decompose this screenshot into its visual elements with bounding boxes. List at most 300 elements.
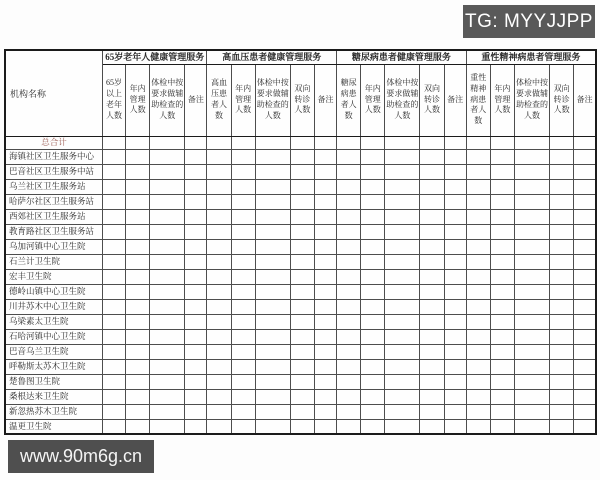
data-cell: [466, 329, 490, 344]
data-cell: [466, 239, 490, 254]
column-header: 体检中按要求做辅助检查的人数: [255, 64, 290, 136]
data-cell: [361, 344, 385, 359]
data-cell: [231, 224, 255, 239]
data-cell: [420, 389, 444, 404]
data-cell: [361, 389, 385, 404]
column-header: 年内管理人数: [361, 64, 385, 136]
data-cell: [207, 254, 231, 269]
data-cell: [231, 389, 255, 404]
data-cell: [466, 404, 490, 419]
data-cell: [574, 209, 596, 224]
column-header: 双向转诊人数: [420, 64, 444, 136]
data-cell: [490, 329, 514, 344]
data-cell: [514, 314, 549, 329]
data-cell: [207, 164, 231, 179]
data-cell: [420, 299, 444, 314]
row-label: 德岭山镇中心卫生院: [5, 284, 102, 299]
column-header: 重性精神病患者人数: [466, 64, 490, 136]
table-row: [5, 209, 596, 224]
data-cell: [290, 179, 314, 194]
data-cell: [231, 329, 255, 344]
data-cell: [150, 299, 185, 314]
data-cell: [126, 404, 150, 419]
table-row: [5, 149, 596, 164]
data-cell: [337, 149, 361, 164]
data-cell: [102, 179, 125, 194]
data-cell: [314, 299, 336, 314]
data-cell: [255, 209, 290, 224]
data-cell: [466, 374, 490, 389]
data-cell: [574, 136, 596, 149]
data-cell: [290, 209, 314, 224]
data-cell: [490, 419, 514, 434]
data-cell: [444, 329, 466, 344]
data-cell: [550, 329, 574, 344]
data-cell: [207, 269, 231, 284]
column-header: 高血压患者人数: [207, 64, 231, 136]
data-cell: [514, 209, 549, 224]
data-cell: [466, 224, 490, 239]
data-cell: [444, 374, 466, 389]
data-cell: [361, 136, 385, 149]
data-cell: [207, 239, 231, 254]
data-cell: [255, 149, 290, 164]
data-cell: [550, 194, 574, 209]
data-cell: [420, 149, 444, 164]
row-label: 川井苏木中心卫生院: [5, 299, 102, 314]
row-label: 总合计: [5, 136, 102, 149]
data-cell: [185, 359, 207, 374]
data-cell: [231, 344, 255, 359]
data-cell: [490, 224, 514, 239]
data-cell: [207, 284, 231, 299]
data-cell: [255, 284, 290, 299]
row-label: 西郊社区卫生服务站: [5, 209, 102, 224]
data-cell: [490, 194, 514, 209]
data-cell: [514, 136, 549, 149]
data-cell: [314, 224, 336, 239]
data-cell: [466, 299, 490, 314]
data-cell: [385, 359, 420, 374]
data-cell: [290, 269, 314, 284]
group-header-1: 65岁老年人健康管理服务: [102, 50, 207, 64]
data-cell: [185, 269, 207, 284]
data-cell: [361, 254, 385, 269]
data-cell: [185, 179, 207, 194]
data-cell: [574, 299, 596, 314]
data-cell: [385, 389, 420, 404]
data-cell: [150, 419, 185, 434]
data-cell: [337, 194, 361, 209]
data-cell: [574, 329, 596, 344]
table-row: [5, 314, 596, 329]
data-cell: [231, 239, 255, 254]
data-cell: [361, 314, 385, 329]
data-cell: [185, 164, 207, 179]
data-cell: [207, 359, 231, 374]
data-cell: [466, 164, 490, 179]
data-cell: [102, 389, 125, 404]
data-cell: [574, 404, 596, 419]
data-cell: [255, 389, 290, 404]
data-cell: [185, 239, 207, 254]
data-cell: [490, 164, 514, 179]
tg-badge: TG: MYYJJPP: [463, 5, 595, 38]
row-label: 桑根达来卫生院: [5, 389, 102, 404]
data-cell: [126, 419, 150, 434]
data-cell: [574, 254, 596, 269]
data-cell: [490, 136, 514, 149]
data-cell: [314, 314, 336, 329]
data-cell: [314, 254, 336, 269]
data-cell: [385, 209, 420, 224]
data-cell: [255, 359, 290, 374]
table-row: [5, 389, 596, 404]
data-cell: [337, 179, 361, 194]
data-cell: [514, 179, 549, 194]
data-cell: [185, 404, 207, 419]
corner-header: 机构名称: [5, 50, 102, 136]
data-cell: [420, 209, 444, 224]
column-header: 年内管理人数: [231, 64, 255, 136]
data-cell: [290, 284, 314, 299]
data-cell: [550, 419, 574, 434]
data-cell: [290, 299, 314, 314]
data-cell: [514, 299, 549, 314]
data-cell: [574, 239, 596, 254]
data-cell: [574, 224, 596, 239]
data-cell: [550, 164, 574, 179]
data-cell: [337, 404, 361, 419]
data-cell: [420, 404, 444, 419]
data-cell: [420, 179, 444, 194]
data-cell: [361, 419, 385, 434]
data-cell: [361, 329, 385, 344]
data-cell: [514, 374, 549, 389]
data-cell: [361, 284, 385, 299]
data-cell: [231, 419, 255, 434]
data-cell: [207, 136, 231, 149]
data-cell: [385, 239, 420, 254]
data-cell: [490, 389, 514, 404]
data-cell: [185, 299, 207, 314]
data-cell: [185, 149, 207, 164]
data-cell: [361, 239, 385, 254]
data-cell: [207, 299, 231, 314]
data-cell: [207, 329, 231, 344]
data-cell: [314, 404, 336, 419]
data-cell: [337, 314, 361, 329]
data-cell: [231, 149, 255, 164]
data-cell: [574, 284, 596, 299]
data-cell: [314, 194, 336, 209]
data-cell: [231, 254, 255, 269]
data-cell: [290, 164, 314, 179]
table-row: [5, 374, 596, 389]
data-cell: [255, 136, 290, 149]
data-cell: [385, 149, 420, 164]
data-cell: [102, 136, 125, 149]
data-cell: [337, 254, 361, 269]
data-cell: [102, 164, 125, 179]
data-cell: [420, 284, 444, 299]
data-cell: [231, 209, 255, 224]
data-cell: [420, 164, 444, 179]
table-row: [5, 239, 596, 254]
data-cell: [514, 329, 549, 344]
data-cell: [420, 314, 444, 329]
data-cell: [102, 359, 125, 374]
data-cell: [444, 389, 466, 404]
data-cell: [361, 404, 385, 419]
data-cell: [102, 419, 125, 434]
data-cell: [550, 239, 574, 254]
data-cell: [385, 374, 420, 389]
data-cell: [255, 254, 290, 269]
data-cell: [385, 136, 420, 149]
data-cell: [150, 209, 185, 224]
data-cell: [550, 284, 574, 299]
table-row: [5, 344, 596, 359]
data-cell: [514, 344, 549, 359]
data-cell: [490, 299, 514, 314]
data-cell: [550, 389, 574, 404]
table-row: [5, 194, 596, 209]
data-cell: [490, 374, 514, 389]
data-cell: [550, 314, 574, 329]
column-header: 备注: [574, 64, 596, 136]
table-row: [5, 404, 596, 419]
data-cell: [337, 284, 361, 299]
data-cell: [314, 209, 336, 224]
table-row: [5, 359, 596, 374]
data-cell: [574, 389, 596, 404]
column-header: 65岁以上老年人数: [102, 64, 125, 136]
data-cell: [231, 374, 255, 389]
data-cell: [102, 299, 125, 314]
data-cell: [126, 194, 150, 209]
data-cell: [290, 254, 314, 269]
data-cell: [490, 344, 514, 359]
table-row: [5, 299, 596, 314]
data-cell: [420, 374, 444, 389]
row-label: 石兰计卫生院: [5, 254, 102, 269]
data-cell: [231, 284, 255, 299]
data-cell: [150, 389, 185, 404]
data-cell: [207, 149, 231, 164]
data-cell: [185, 314, 207, 329]
data-cell: [444, 299, 466, 314]
data-cell: [126, 254, 150, 269]
row-label: 新忽热苏木卫生院: [5, 404, 102, 419]
data-cell: [290, 136, 314, 149]
data-cell: [385, 194, 420, 209]
data-cell: [466, 314, 490, 329]
data-cell: [514, 419, 549, 434]
data-cell: [337, 359, 361, 374]
data-cell: [444, 136, 466, 149]
data-cell: [126, 344, 150, 359]
data-cell: [444, 344, 466, 359]
data-cell: [550, 179, 574, 194]
data-cell: [126, 284, 150, 299]
data-cell: [255, 404, 290, 419]
data-cell: [420, 344, 444, 359]
data-cell: [420, 239, 444, 254]
data-cell: [361, 299, 385, 314]
column-header: 双向转诊人数: [550, 64, 574, 136]
data-cell: [550, 224, 574, 239]
column-header: 备注: [185, 64, 207, 136]
data-cell: [126, 239, 150, 254]
data-cell: [444, 269, 466, 284]
data-cell: [466, 419, 490, 434]
data-cell: [385, 284, 420, 299]
data-cell: [361, 269, 385, 284]
data-cell: [337, 209, 361, 224]
data-cell: [231, 164, 255, 179]
data-cell: [185, 344, 207, 359]
data-cell: [514, 254, 549, 269]
data-cell: [490, 359, 514, 374]
data-cell: [185, 329, 207, 344]
data-cell: [550, 209, 574, 224]
data-cell: [207, 374, 231, 389]
data-cell: [420, 254, 444, 269]
data-cell: [314, 136, 336, 149]
data-cell: [290, 419, 314, 434]
data-cell: [514, 389, 549, 404]
data-cell: [361, 179, 385, 194]
data-cell: [420, 224, 444, 239]
data-cell: [150, 269, 185, 284]
data-cell: [385, 254, 420, 269]
data-cell: [290, 149, 314, 164]
data-cell: [385, 164, 420, 179]
data-cell: [444, 404, 466, 419]
data-cell: [255, 374, 290, 389]
data-cell: [420, 136, 444, 149]
data-cell: [385, 299, 420, 314]
row-label: 海镇社区卫生服务中心: [5, 149, 102, 164]
column-header: 年内管理人数: [126, 64, 150, 136]
data-cell: [231, 299, 255, 314]
data-cell: [337, 164, 361, 179]
data-cell: [255, 164, 290, 179]
data-cell: [361, 149, 385, 164]
data-cell: [444, 194, 466, 209]
data-cell: [150, 254, 185, 269]
data-cell: [255, 299, 290, 314]
group-header-2: 高血压患者健康管理服务: [207, 50, 337, 64]
table-row: [5, 269, 596, 284]
data-cell: [207, 419, 231, 434]
data-cell: [185, 419, 207, 434]
column-header: 备注: [444, 64, 466, 136]
data-cell: [514, 239, 549, 254]
column-header: 体检中按要求做辅助检查的人数: [385, 64, 420, 136]
data-cell: [444, 209, 466, 224]
data-cell: [102, 269, 125, 284]
row-label: 楚鲁图卫生院: [5, 374, 102, 389]
data-cell: [150, 329, 185, 344]
data-cell: [514, 224, 549, 239]
data-cell: [290, 239, 314, 254]
data-cell: [102, 314, 125, 329]
data-cell: [490, 314, 514, 329]
data-cell: [207, 179, 231, 194]
data-cell: [102, 239, 125, 254]
data-cell: [337, 136, 361, 149]
data-cell: [231, 269, 255, 284]
data-cell: [102, 209, 125, 224]
data-cell: [126, 374, 150, 389]
data-cell: [150, 374, 185, 389]
data-cell: [150, 284, 185, 299]
data-cell: [102, 404, 125, 419]
data-cell: [290, 389, 314, 404]
data-cell: [231, 136, 255, 149]
data-cell: [126, 299, 150, 314]
data-cell: [337, 224, 361, 239]
data-cell: [290, 374, 314, 389]
data-cell: [385, 269, 420, 284]
data-cell: [185, 374, 207, 389]
data-cell: [337, 374, 361, 389]
data-cell: [550, 136, 574, 149]
data-cell: [185, 209, 207, 224]
data-cell: [514, 164, 549, 179]
data-cell: [255, 329, 290, 344]
data-cell: [207, 404, 231, 419]
row-label: 温更卫生院: [5, 419, 102, 434]
data-cell: [126, 269, 150, 284]
row-label: 教育路社区卫生服务站: [5, 224, 102, 239]
data-cell: [466, 209, 490, 224]
data-cell: [420, 359, 444, 374]
data-cell: [337, 269, 361, 284]
data-cell: [207, 389, 231, 404]
data-cell: [385, 314, 420, 329]
data-cell: [150, 149, 185, 164]
data-cell: [102, 284, 125, 299]
data-cell: [337, 329, 361, 344]
data-cell: [574, 269, 596, 284]
data-cell: [574, 344, 596, 359]
data-cell: [385, 419, 420, 434]
data-cell: [150, 359, 185, 374]
data-cell: [102, 149, 125, 164]
row-label: 呼勒斯太苏木卫生院: [5, 359, 102, 374]
data-cell: [574, 374, 596, 389]
data-cell: [150, 164, 185, 179]
row-label: 乌加河镇中心卫生院: [5, 239, 102, 254]
data-cell: [150, 194, 185, 209]
data-cell: [150, 404, 185, 419]
data-cell: [444, 254, 466, 269]
data-cell: [514, 359, 549, 374]
data-cell: [490, 239, 514, 254]
data-cell: [290, 314, 314, 329]
group-header-4: 重性精神病患者管理服务: [466, 50, 596, 64]
data-cell: [550, 374, 574, 389]
data-cell: [290, 194, 314, 209]
data-cell: [490, 179, 514, 194]
data-cell: [185, 284, 207, 299]
row-label: 石哈河镇中心卫生院: [5, 329, 102, 344]
data-cell: [126, 224, 150, 239]
data-cell: [337, 344, 361, 359]
